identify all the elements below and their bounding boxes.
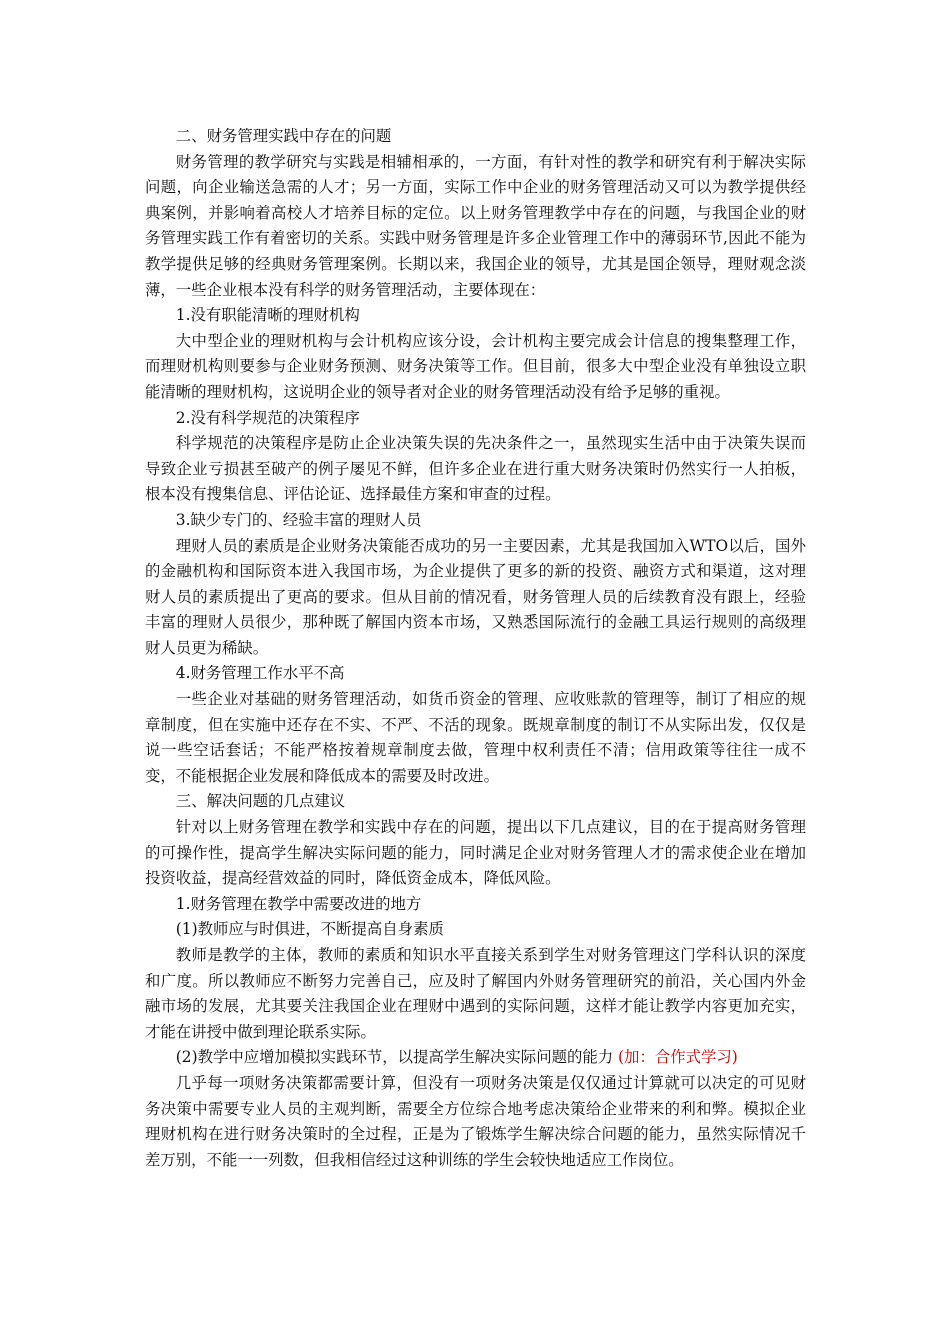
paragraph-item-2: 科学规范的决策程序是防止企业决策失误的先决条件之一，虽然现实生活中由于决策失误而导致企业亏损甚至破产的例子屡见不鲜，但许多企业在进行重大财务决策时仍然实行一人拍板，根本没有搜集信息、评估论证、选择最佳方案和审查的过程。 <box>145 434 806 504</box>
paragraph-section2-intro: 财务管理的教学研究与实践是相辅相承的，一方面，有针对性的教学和研究有利于解决实际问题，向企业输送急需的人才；另一方面，实际工作中企业的财务管理活动又可以为教学提供经典案例，并影响着高校人才培养目标的定位。以上财务管理教学中存在的问题，与我国企业的财务管理实践工作有着密切的关系。实践中财务管理是许多企业管理工作中的薄弱环节,因此不能为教学提供足够的经典财务管理案例。长期以来，我国企业的领导，尤其是国企领导，理财观念淡薄，一些企业根本没有科学的财务管理活动，主要体现在： <box>145 152 806 299</box>
paragraph-item-3: 理财人员的素质是企业财务决策能否成功的另一主要因素，尤其是我国加入WTO以后，国外的金融机构和国际资本进入我国市场，为企业提供了更多的新的投资、融资方式和渠道，这对理财人员的素质提出了更高的要求。但从目前的情况看，财务管理人员的后续教育没有跟上，经验丰富的理财人员很少，那种既了解国内资本市场，又熟悉国际流行的金融工具运行规则的高级理财人员更为稀缺。 <box>145 536 806 657</box>
subsection-heading-teaching: 1.财务管理在教学中需要改进的地方 <box>175 894 422 913</box>
item-heading-2: 2.没有科学规范的决策程序 <box>175 408 360 427</box>
section-heading-problems: 二、财务管理实践中存在的问题 <box>175 127 392 145</box>
sub-heading-2-line <box>145 1045 806 1071</box>
item-heading-4: 4.财务管理工作水平不高 <box>175 664 345 683</box>
paragraph-sub-1: 教师是教学的主体，教师的素质和知识水平直接关系到学生对财务管理这门学科认识的深度和广度。所以教师应不断努力完善自己，应及时了解国内外财务管理研究的前沿，关心国内外金融市场的发展，尤其要关注我国企业在理财中遇到的实际问题，这样才能让教学内容更加充实，才能在讲授中做到理论联系实际。 <box>145 946 806 1041</box>
sub-heading-2: (2)教学中应增加模拟实践环节，以提高学生解决实际问题的能力 <box>175 1048 619 1067</box>
document-body <box>145 124 806 1173</box>
paragraph-item-1: 大中型企业的理财机构与会计机构应该分设，会计机构主要完成会计信息的搜集整理工作，而理财机构则要参与企业财务预测、财务决策等工作。但目前，很多大中型企业没有单独设立职能清晰的理财机构，这说明企业的领导者对企业的财务管理活动没有给予足够的重视。 <box>145 331 806 401</box>
paragraph-section3-intro: 针对以上财务管理在教学和实践中存在的问题，提出以下几点建议，目的在于提高财务管理的可操作性，提高学生解决实际问题的能力，同时满足企业对财务管理人才的需求使企业在增加投资收益，提高经营效益的同时，降低资金成本，降低风险。 <box>145 818 806 888</box>
item-heading-3: 3.缺少专门的、经验丰富的理财人员 <box>175 510 422 529</box>
item-heading-1: 1.没有职能清晰的理财机构 <box>175 306 360 325</box>
section-heading-suggestions: 三、解决问题的几点建议 <box>175 792 346 811</box>
paragraph-item-4: 一些企业对基础的财务管理活动，如货币资金的管理、应收账款的管理等，制订了相应的规章制度，但在实施中还存在不实、不严、不活的现象。既规章制度的制订不从实际出发，仅仅是说一些空话套话；不能严格按着规章制度去做，管理中权利责任不清；信用政策等往往一成不变，不能根据企业发展和降低成本的需要及时改进。 <box>145 690 806 785</box>
annotation-note: (加：合作式学习) <box>618 1048 738 1067</box>
sub-heading-1: (1)教师应与时俱进，不断提高自身素质 <box>175 920 444 939</box>
paragraph-sub-2: 几乎每一项财务决策都需要计算，但没有一项财务决策是仅仅通过计算就可以决定的可见财务决策中需要专业人员的主观判断，需要全方位综合地考虑决策给企业带来的利和弊。模拟企业理财机构在进行财务决策时的全过程，正是为了锻炼学生解决综合问题的能力，虽然实际情况千差万别，不能一一列数，但我相信经过这种训练的学生会较快地适应工作岗位。 <box>145 1073 806 1169</box>
